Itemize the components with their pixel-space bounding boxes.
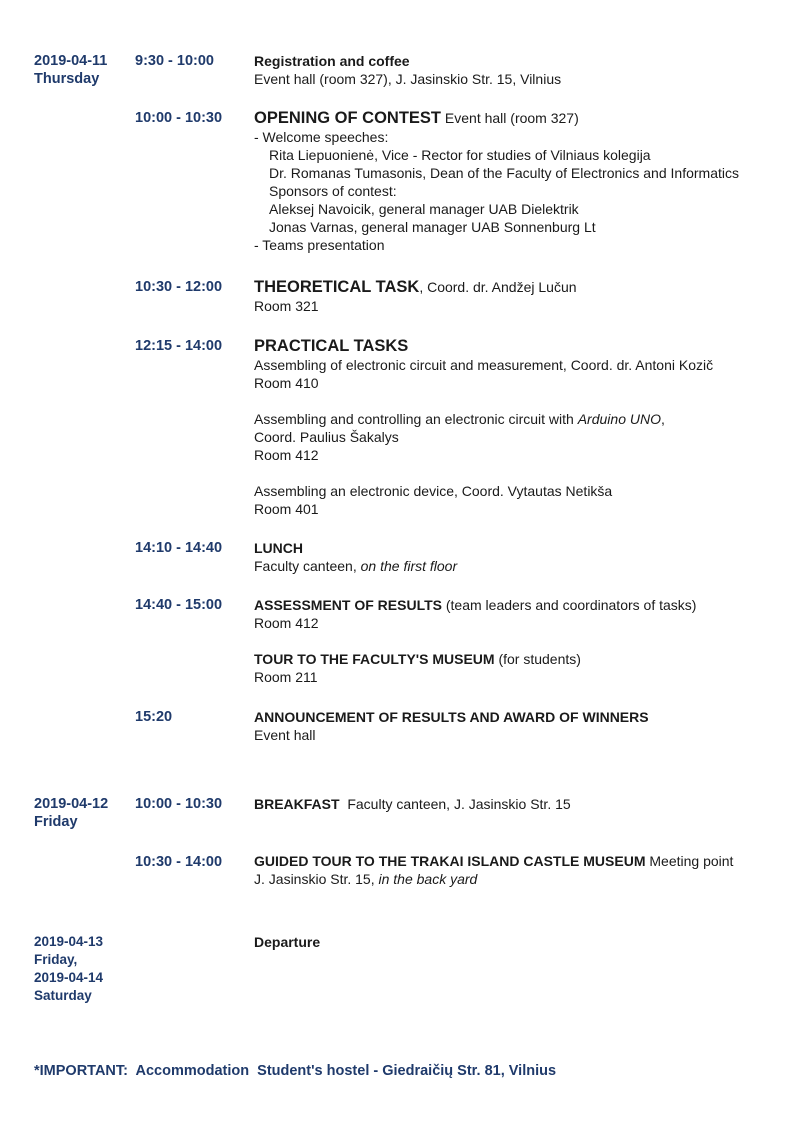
item-departure: Departure [254, 934, 321, 950]
time-lunch: 14:10 - 14:40 [135, 540, 223, 556]
task-text: Assembling an electronic device, Coord. Vytautas Netikša [254, 483, 613, 499]
item-lunch [254, 539, 457, 575]
item-tour [254, 852, 733, 888]
task-room: Room 410 [254, 375, 319, 391]
item-assessment [254, 596, 696, 686]
item-title: OPENING OF CONTEST [254, 109, 442, 127]
opening-line: Dr. Romanas Tumasonis, Dean of the Faculty of Electronics and Informatics [269, 165, 739, 181]
time-assessment: 14:40 - 15:00 [135, 597, 223, 613]
task-text: Assembling and controlling an electronic circuit with [254, 411, 578, 427]
item-room: Room 321 [254, 298, 319, 314]
time-breakfast: 10:00 - 10:30 [135, 796, 223, 812]
opening-line: - Welcome speeches: [254, 129, 389, 145]
date: 2019-04-13 [34, 934, 104, 949]
opening-line: - Teams presentation [254, 237, 385, 253]
weekday: Friday [34, 814, 78, 830]
opening-line: Sponsors of contest: [269, 183, 397, 199]
item-room: Room 412 [254, 615, 319, 631]
item-place: Event hall [254, 727, 316, 743]
date-day2 [34, 795, 108, 831]
item-title: Registration and coffee [254, 53, 410, 69]
item-title: LUNCH [254, 540, 303, 556]
opening-line: Aleksej Navoicik, general manager UAB Dielektrik [269, 201, 579, 217]
accommodation-note: *IMPORTANT: Accommodation Student's hostel - Giedraičių Str. 81, Vilnius [34, 1063, 557, 1079]
task-text: , [660, 411, 665, 427]
item-opening [254, 108, 739, 254]
item-breakfast [254, 795, 571, 813]
item-theory [254, 277, 577, 315]
weekday: Saturday [34, 988, 92, 1003]
date-day3 [34, 933, 103, 1005]
opening-line: Rita Liepuonienė, Vice - Rector for studies of Vilniaus kolegija [269, 147, 651, 163]
item-title: ASSESSMENT OF RESULTS [254, 597, 442, 613]
item-title-rest: Meeting point [645, 853, 734, 869]
item-place-italic: on the first floor [360, 558, 458, 574]
time-tour: 10:30 - 14:00 [135, 854, 223, 870]
time-announcement: 15:20 [135, 709, 173, 725]
item-place: Event hall (room 327), J. Jasinskio Str. 15, Vilnius [254, 71, 562, 87]
weekday: Thursday [34, 71, 100, 87]
time-registration: 9:30 - 10:00 [135, 53, 214, 69]
item-place-italic: in the back yard [378, 871, 478, 887]
time-theory: 10:30 - 12:00 [135, 279, 223, 295]
item-place: J. Jasinskio Str. 15, [254, 871, 379, 887]
item-place: Faculty canteen, J. Jasinskio Str. 15 [339, 796, 571, 812]
item-announcement [254, 708, 649, 744]
item-title-rest: , Coord. dr. Andžej Lučun [419, 279, 577, 295]
date: 2019-04-12 [34, 796, 109, 812]
weekday: Friday, [34, 952, 78, 967]
item-registration [254, 52, 561, 88]
task-text-italic: Arduino UNO [577, 411, 661, 427]
time-opening: 10:00 - 10:30 [135, 110, 223, 126]
item-title: GUIDED TOUR TO THE TRAKAI ISLAND CASTLE MUSEUM [254, 853, 646, 869]
opening-line: Jonas Varnas, general manager UAB Sonnenburg Lt [269, 219, 596, 235]
time-practical: 12:15 - 14:00 [135, 338, 223, 354]
item-title-rest: (team leaders and coordinators of tasks) [441, 597, 697, 613]
item-title: THEORETICAL TASK [254, 278, 420, 296]
item-title-rest: (for students) [494, 651, 581, 667]
item-title: TOUR TO THE FACULTY'S MUSEUM [254, 651, 495, 667]
task-coord: Coord. Paulius Šakalys [254, 429, 399, 445]
item-practical [254, 336, 713, 518]
date: 2019-04-14 [34, 970, 104, 985]
item-title: ANNOUNCEMENT OF RESULTS AND AWARD OF WINNERS [254, 709, 649, 725]
item-title: PRACTICAL TASKS [254, 337, 409, 355]
item-title-rest: Event hall (room 327) [441, 110, 579, 126]
task-room: Room 412 [254, 447, 319, 463]
item-place: Faculty canteen, [254, 558, 361, 574]
task-text: Assembling of electronic circuit and measurement, Coord. dr. Antoni Kozič [254, 357, 714, 373]
date-day1 [34, 52, 107, 88]
item-title: BREAKFAST [254, 796, 340, 812]
date: 2019-04-11 [34, 53, 108, 69]
item-room: Room 211 [254, 669, 318, 685]
task-room: Room 401 [254, 501, 319, 517]
